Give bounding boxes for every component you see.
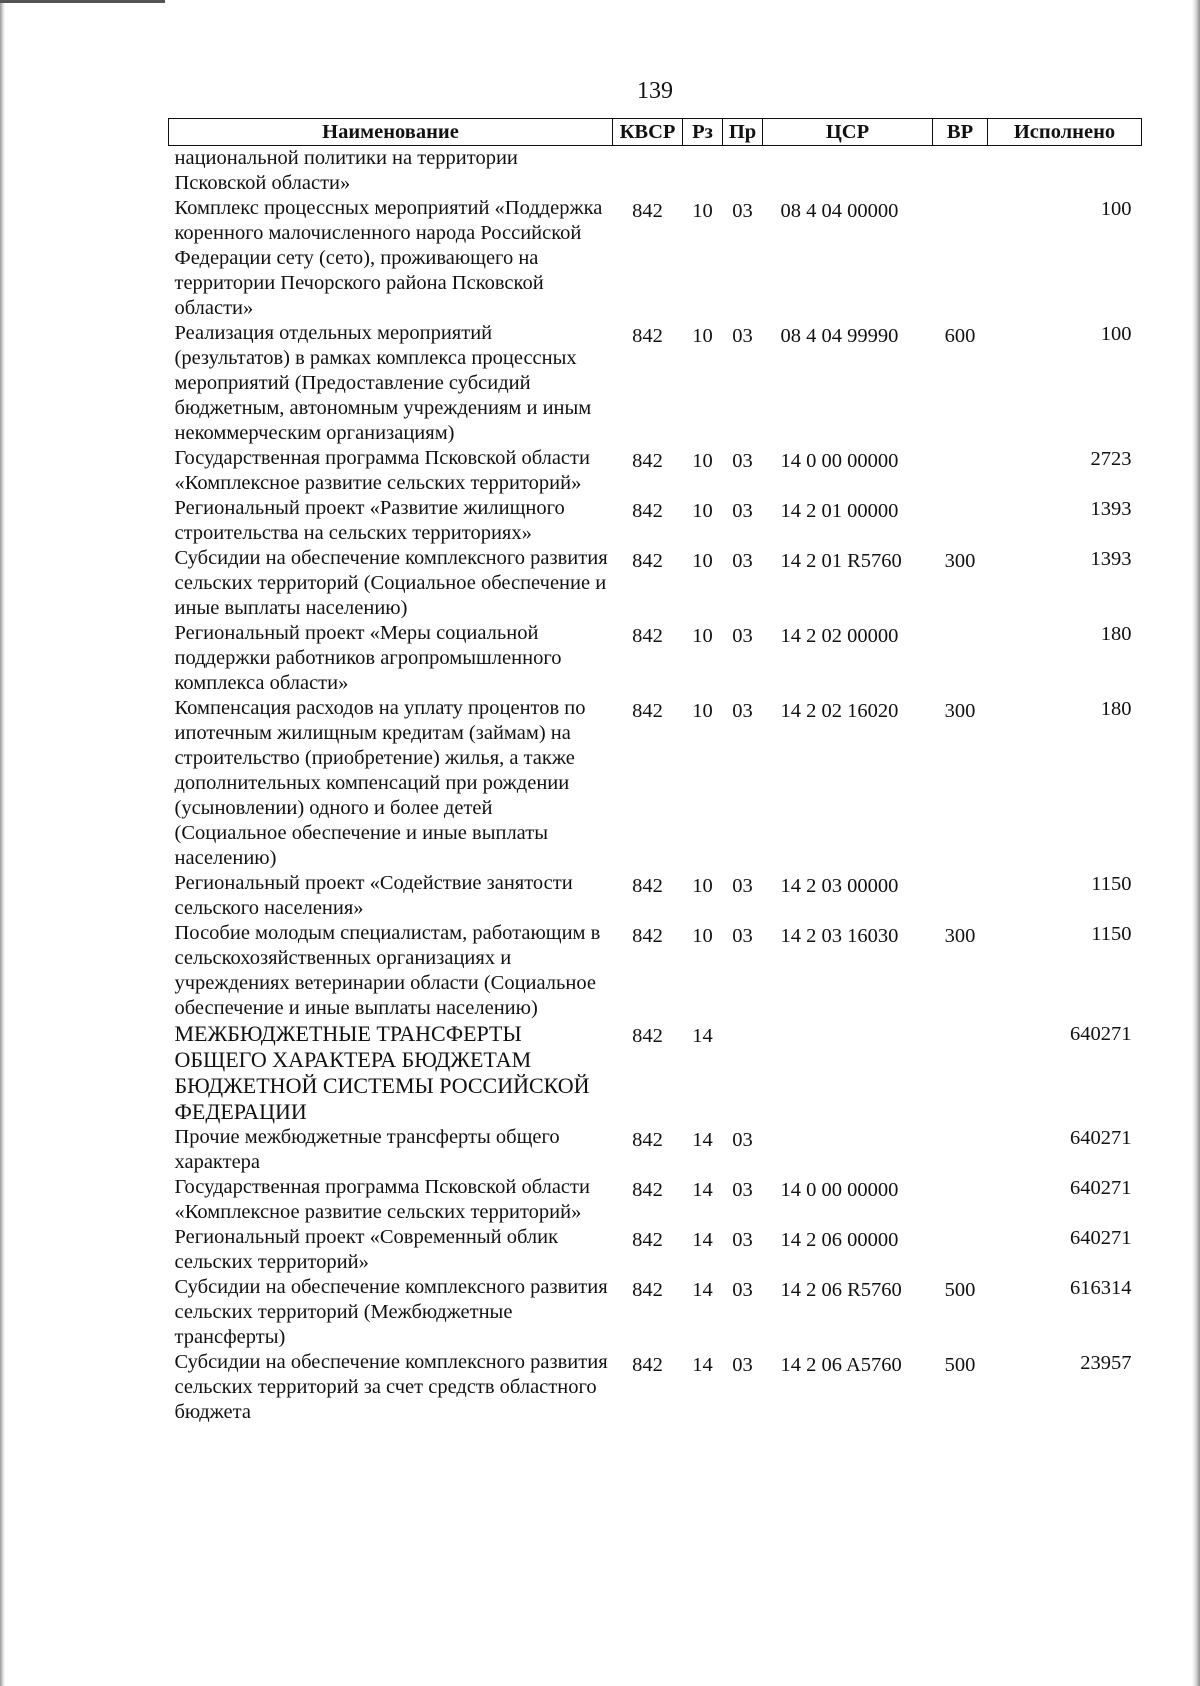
cell-pr: 03 [732, 1279, 753, 1301]
cell-name: Реализация отдельных мероприятий (результатов) в рамках комплекса процессных мероприятий (Предоставление субсидий бюджетным, автономным учреждениям и иным некоммерческим организациям) [174, 322, 592, 444]
cell-csr: 08 4 04 00000 [780, 200, 899, 222]
cell-csr [763, 146, 933, 197]
cell-kvsr: 842 [632, 1179, 663, 1201]
table-row [169, 1275, 1142, 1350]
cell-vr [933, 446, 988, 496]
cell-amount: 180 [1100, 698, 1132, 720]
cell-kvsr: 842 [632, 925, 663, 947]
cell-name: Государственная программа Псковской области «Комплексное развитие сельских территорий» [174, 1176, 590, 1223]
table-row [169, 1350, 1142, 1425]
cell-pr: 03 [732, 200, 753, 222]
cell-vr [933, 1175, 988, 1225]
cell-kvsr: 842 [632, 1129, 663, 1151]
cell-vr [933, 146, 988, 197]
table-row [169, 546, 1142, 621]
cell-vr: 300 [944, 550, 976, 572]
header-vr: ВР [933, 119, 988, 146]
cell-pr: 03 [732, 625, 753, 647]
cell-pr: 03 [732, 1129, 753, 1151]
table-row [169, 871, 1142, 921]
cell-csr: 14 2 06 00000 [780, 1229, 899, 1251]
cell-rz: 10 [692, 200, 713, 222]
cell-csr: 14 2 02 00000 [780, 625, 899, 647]
cell-csr [763, 1125, 933, 1175]
table-header [169, 119, 1142, 146]
cell-name: Субсидии на обеспечение комплексного развития сельских территорий (Социальное обеспечение и иные выплаты населению) [174, 547, 608, 619]
cell-amount: 640271 [1070, 1127, 1132, 1149]
cell-pr: 03 [732, 500, 753, 522]
cell-vr [933, 496, 988, 546]
header-csr: ЦСР [763, 119, 933, 146]
cell-name: Комплекс процессных мероприятий «Поддержка коренного малочисленного народа Российской Федерации сету (сето), проживающего на территории Печорского района Псковской области» [174, 197, 603, 319]
cell-name: Региональный проект «Современный облик сельских территорий» [174, 1226, 559, 1273]
table-row [169, 696, 1142, 871]
cell-rz: 14 [692, 1229, 713, 1251]
cell-vr [933, 1225, 988, 1275]
cell-amount: 100 [1100, 323, 1132, 345]
cell-kvsr: 842 [632, 1229, 663, 1251]
table-row [169, 921, 1142, 1021]
cell-kvsr: 842 [632, 450, 663, 472]
cell-vr [933, 1021, 988, 1125]
cell-rz: 10 [692, 500, 713, 522]
table-row [169, 321, 1142, 446]
cell-rz: 14 [692, 1129, 713, 1151]
cell-name: Региональный проект «Развитие жилищного строительства на сельских территориях» [174, 497, 565, 544]
cell-pr: 03 [732, 550, 753, 572]
cell-rz: 14 [692, 1279, 713, 1301]
table-row [169, 1175, 1142, 1225]
table-row [169, 196, 1142, 321]
cell-name: Пособие молодым специалистам, работающим в сельскохозяйственных организациях и учреждениях ветеринарии области (Социальное обеспечение и иные выплаты населению) [174, 922, 601, 1019]
cell-pr: 03 [732, 325, 753, 347]
cell-rz: 14 [692, 1025, 713, 1047]
cell-amount: 1150 [1091, 873, 1132, 895]
cell-amount: 180 [1100, 623, 1132, 645]
cell-name: Компенсация расходов на уплату процентов по ипотечным жилищным кредитам (займам) на строительство (приобретение) жилья, а также дополнительных компенсаций при рождении (усыновлении) одного и более детей (Социальное обеспечение и иные выплаты населению) [174, 697, 586, 869]
table-row [169, 1021, 1142, 1125]
cell-name: Субсидии на обеспечение комплексного развития сельских территорий (Межбюджетные трансферты) [174, 1276, 608, 1348]
cell-amount: 1150 [1091, 923, 1132, 945]
cell-kvsr: 842 [632, 1279, 663, 1301]
table-row [169, 496, 1142, 546]
cell-vr [933, 871, 988, 921]
cell-rz: 10 [692, 700, 713, 722]
cell-kvsr: 842 [632, 325, 663, 347]
cell-rz: 10 [692, 550, 713, 572]
cell-name: Региональный проект «Содействие занятости сельского населения» [174, 872, 573, 919]
cell-csr [763, 1021, 933, 1125]
cell-csr: 14 0 00 00000 [780, 450, 899, 472]
cell-name: Региональный проект «Меры социальной поддержки работников агропромышленного комплекса области» [174, 622, 562, 694]
cell-vr: 300 [944, 925, 976, 947]
cell-csr: 14 2 03 00000 [780, 875, 899, 897]
cell-pr: 03 [732, 1229, 753, 1251]
header-row [169, 119, 1142, 146]
header-kvsr: КВСР [613, 119, 683, 146]
scan-edge-left [0, 0, 5, 1686]
cell-amount: 640271 [1070, 1023, 1132, 1045]
cell-csr: 14 2 03 16030 [780, 925, 899, 947]
table-row [169, 1225, 1142, 1275]
budget-table-container [168, 118, 1141, 1425]
cell-pr [723, 146, 763, 197]
cell-amount [988, 146, 1142, 197]
cell-name: национальной политики на территории Псковской области» [174, 147, 518, 194]
cell-kvsr: 842 [632, 700, 663, 722]
table-row [169, 1125, 1142, 1175]
header-amount: Исполнено [988, 119, 1142, 146]
cell-rz: 10 [692, 925, 713, 947]
header-pr: Пр [723, 119, 763, 146]
cell-amount: 2723 [1090, 448, 1132, 470]
cell-csr: 14 2 06 R5760 [780, 1279, 902, 1301]
cell-amount: 100 [1100, 198, 1132, 220]
cell-pr: 03 [732, 450, 753, 472]
cell-kvsr [613, 146, 683, 197]
cell-amount: 1393 [1090, 548, 1132, 570]
cell-pr: 03 [732, 925, 753, 947]
cell-amount: 616314 [1070, 1277, 1132, 1299]
cell-csr: 14 2 02 16020 [780, 700, 899, 722]
cell-kvsr: 842 [632, 1025, 663, 1047]
cell-kvsr: 842 [632, 500, 663, 522]
cell-rz [683, 146, 723, 197]
cell-rz: 10 [692, 625, 713, 647]
cell-vr: 600 [944, 325, 976, 347]
cell-rz: 10 [692, 875, 713, 897]
table-body [169, 146, 1142, 1426]
cell-rz: 10 [692, 450, 713, 472]
cell-pr: 03 [732, 1179, 753, 1201]
table-row [169, 146, 1142, 197]
cell-rz: 14 [692, 1179, 713, 1201]
cell-amount: 640271 [1070, 1227, 1132, 1249]
cell-vr [933, 1125, 988, 1175]
cell-rz: 14 [692, 1354, 713, 1376]
cell-name: Государственная программа Псковской области «Комплексное развитие сельских территорий» [174, 447, 590, 494]
cell-csr: 14 0 00 00000 [780, 1179, 899, 1201]
scan-edge-right [1192, 0, 1200, 1686]
cell-vr [933, 621, 988, 696]
cell-csr: 08 4 04 99990 [780, 325, 899, 347]
cell-pr: 03 [732, 700, 753, 722]
cell-csr: 14 2 01 R5760 [780, 550, 902, 572]
cell-vr: 500 [944, 1354, 976, 1376]
cell-name: Субсидии на обеспечение комплексного развития сельских территорий за счет средств областного бюджета [174, 1351, 608, 1423]
table-row [169, 621, 1142, 696]
cell-kvsr: 842 [632, 200, 663, 222]
cell-amount: 1393 [1090, 498, 1132, 520]
header-name: Наименование [169, 119, 613, 146]
cell-kvsr: 842 [632, 875, 663, 897]
page-number: 139 [637, 78, 673, 104]
cell-amount: 640271 [1070, 1177, 1132, 1199]
table-row [169, 446, 1142, 496]
budget-table [168, 118, 1142, 1425]
cell-kvsr: 842 [632, 550, 663, 572]
cell-name: Прочие межбюджетные трансферты общего характера [174, 1126, 560, 1173]
scan-edge-top [0, 0, 165, 3]
cell-pr: 03 [732, 1354, 753, 1376]
header-rz: Рз [683, 119, 723, 146]
cell-vr: 300 [944, 700, 976, 722]
cell-rz: 10 [692, 325, 713, 347]
cell-vr [933, 196, 988, 321]
cell-name: МЕЖБЮДЖЕТНЫЕ ТРАНСФЕРТЫ ОБЩЕГО ХАРАКТЕРА БЮДЖЕТАМ БЮДЖЕТНОЙ СИСТЕМЫ РОССИЙСКОЙ ФЕДЕРАЦИИ [174, 1021, 590, 1124]
cell-pr [723, 1021, 763, 1125]
cell-pr: 03 [732, 875, 753, 897]
cell-kvsr: 842 [632, 1354, 663, 1376]
cell-csr: 14 2 01 00000 [780, 500, 899, 522]
cell-amount: 23957 [1080, 1352, 1132, 1374]
cell-vr: 500 [944, 1279, 976, 1301]
cell-kvsr: 842 [632, 625, 663, 647]
cell-csr: 14 2 06 A5760 [780, 1354, 902, 1376]
